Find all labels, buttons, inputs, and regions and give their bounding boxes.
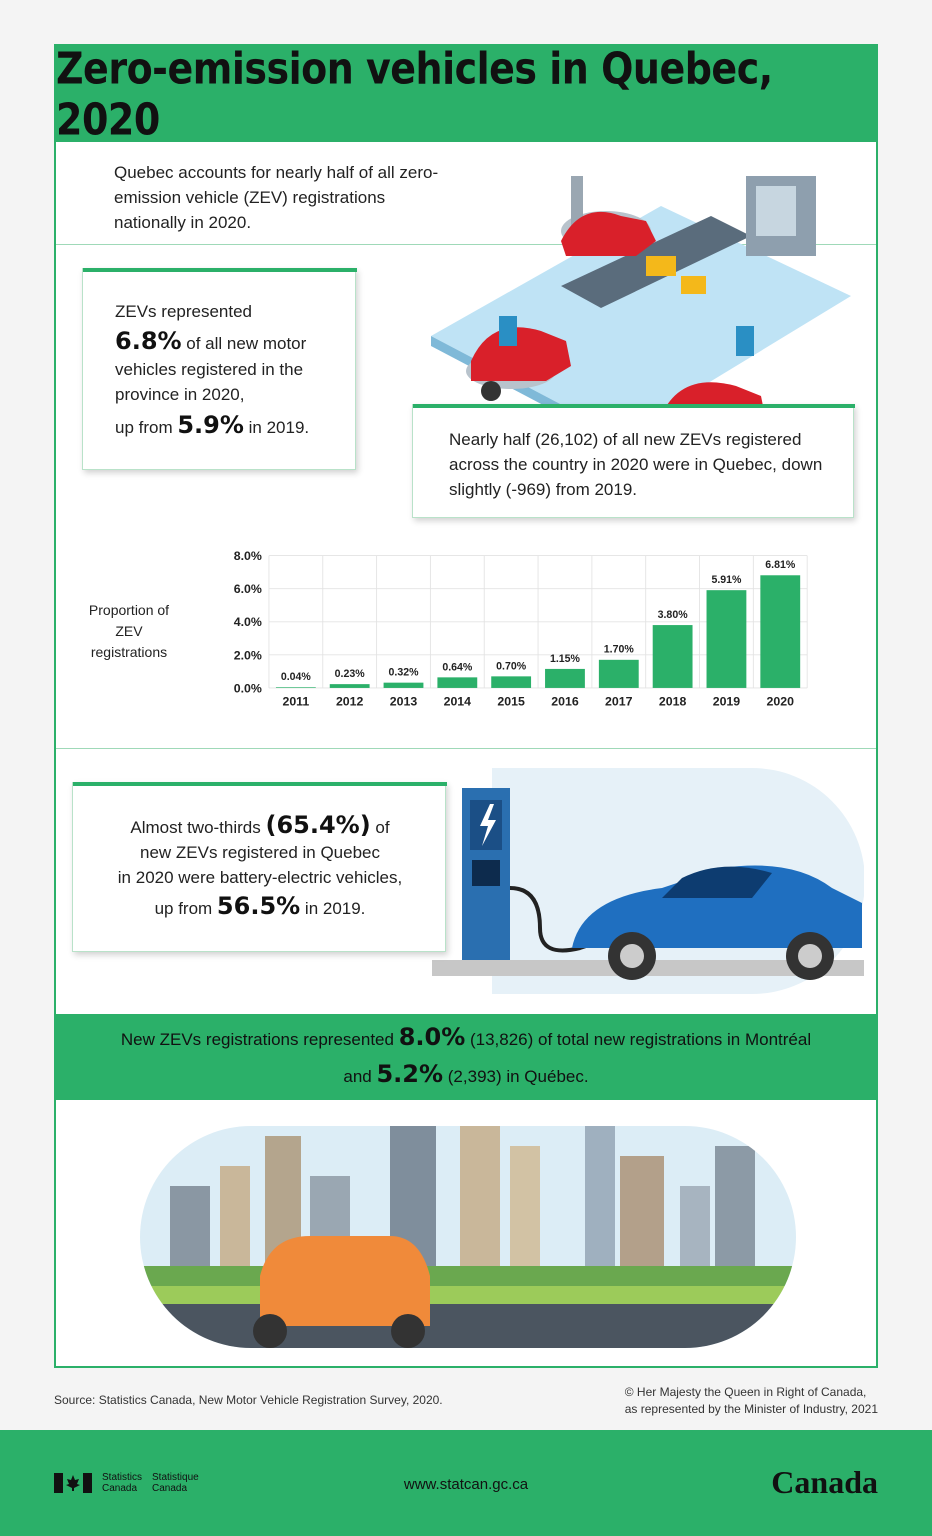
ev-charging-illustration: [432, 768, 864, 994]
y-tick-label: 2.0%: [233, 648, 262, 663]
montreal-quebec-band: [56, 1014, 876, 1100]
y-tick-label: 8.0%: [233, 549, 262, 563]
bar-2013: [384, 683, 424, 688]
card3-a: Almost two-thirds: [130, 818, 266, 837]
canada-wordmark: Canada: [771, 1464, 878, 1500]
band-a: New ZEVs registrations represented: [120, 1030, 399, 1049]
x-tick-label-2016: 2016: [551, 694, 579, 709]
city-skyline-illustration: [140, 1126, 796, 1348]
x-tick-label-2011: 2011: [282, 694, 310, 709]
bar-2017: [599, 660, 639, 688]
value-label-2019: 5.91%: [711, 574, 742, 587]
stat-56-5: 56.5%: [216, 892, 301, 920]
band-d: (2,393) in Québec.: [443, 1067, 589, 1086]
card1-line2-wrap: [115, 329, 355, 356]
band-b: (13,826) of total new registrations in Montréal: [465, 1030, 812, 1049]
card-accent-line: [83, 268, 357, 272]
factory-illustration: [411, 146, 851, 446]
value-label-2017: 1.70%: [603, 643, 634, 656]
stat-5-2: 5.2%: [376, 1060, 444, 1088]
bar-2011: [276, 687, 316, 688]
x-tick-label-2017: 2017: [605, 694, 633, 709]
x-tick-label-2013: 2013: [389, 694, 418, 709]
zev-proportion-bar-chart: [216, 540, 816, 730]
x-tick-label-2019: 2019: [712, 694, 741, 709]
value-label-2016: 1.15%: [549, 652, 580, 665]
bar-2014: [437, 677, 477, 688]
bar-2015: [491, 676, 531, 688]
value-label-2011: 0.04%: [280, 671, 311, 684]
card2-text: Nearly half (26,102) of all new ZEVs registered across the country in 2020 were in Quebec, down slightly (-969) from 2019.: [449, 430, 823, 499]
card3-f: in 2019.: [300, 899, 366, 918]
infographic-frame: [54, 44, 878, 1368]
band-text: [121, 1020, 811, 1094]
copyright-line2: as represented by the Minister of Industry, 2021: [624, 1402, 878, 1416]
footer: [0, 1430, 932, 1536]
card1-line4: province in 2020,: [115, 385, 245, 404]
intro-text: Quebec accounts for nearly half of all zero-emission vehicle (ZEV) registrations nationally in 2020.: [114, 163, 439, 232]
y-tick-label: 4.0%: [233, 615, 262, 630]
card3-line3: in 2020 were battery-electric vehicles,: [117, 868, 403, 887]
y-tick-label: 0.0%: [233, 681, 262, 696]
card-national-half: [412, 404, 854, 518]
card3-e: up from: [154, 899, 217, 918]
value-label-2015: 0.70%: [496, 660, 527, 673]
x-tick-label-2018: 2018: [658, 694, 687, 709]
stat-6-8: 6.8%: [115, 327, 182, 355]
page-title: Zero-emission vehicles in Quebec, 2020: [56, 43, 773, 145]
band-line1: [121, 1020, 811, 1057]
source-note: Source: Statistics Canada, New Motor Vehicle Registration Survey, 2020.: [54, 1393, 443, 1407]
y-tick-label: 6.0%: [233, 582, 262, 597]
value-label-2018: 3.80%: [657, 609, 688, 622]
copyright-line1: © Her Majesty the Queen in Right of Canada,: [624, 1385, 867, 1399]
agency-en2: Canada: [102, 1483, 138, 1494]
x-tick-label-2020: 2020: [766, 694, 794, 709]
agency-en1: Statistics: [102, 1472, 143, 1483]
divider-mid: [56, 748, 876, 749]
card-accent-line: [413, 404, 855, 408]
x-tick-label-2015: 2015: [497, 694, 525, 709]
stat-8-0: 8.0%: [398, 1023, 466, 1051]
card3-line2: new ZEVs registered in Quebec: [139, 843, 380, 862]
band-c: and: [343, 1067, 377, 1086]
stat-65-4: (65.4%): [265, 811, 371, 839]
card-battery-electric: [72, 782, 446, 952]
website-link[interactable]: www.statcan.gc.ca: [403, 1476, 529, 1493]
card3-b: of: [370, 818, 390, 837]
card1-line1: ZEVs represented: [115, 302, 253, 321]
value-label-2014: 0.64%: [442, 661, 473, 674]
card3-line1: [73, 813, 447, 840]
value-label-2012: 0.23%: [334, 668, 365, 681]
card3-text: [73, 813, 447, 921]
bar-2012: [330, 684, 370, 688]
card3-line4: [73, 894, 447, 921]
card1-line5a: up from: [115, 418, 178, 437]
value-label-2020: 6.81%: [765, 559, 796, 572]
card-zev-share: [82, 268, 356, 470]
card-accent-line: [73, 782, 447, 786]
bar-2018: [653, 625, 693, 688]
value-label-2013: 0.32%: [388, 666, 419, 679]
stat-5-9: 5.9%: [177, 411, 244, 439]
agency-fr1: Statistique: [152, 1472, 199, 1483]
bar-2016: [545, 669, 585, 688]
x-tick-label-2012: 2012: [335, 694, 364, 709]
x-tick-label-2014: 2014: [443, 694, 472, 709]
band-line2: [121, 1057, 811, 1094]
agency-fr2: Canada: [152, 1483, 188, 1494]
card1-line2: of all new motor: [181, 334, 307, 353]
bar-2019: [707, 590, 747, 688]
card1-line3: vehicles registered in the: [115, 360, 304, 379]
title-bar: [56, 43, 876, 145]
card1-line5-wrap: [115, 413, 309, 440]
chart-ylabel: Proportion of ZEV registrations: [88, 602, 170, 660]
bar-2020: [760, 575, 800, 688]
card1-line5b: in 2019.: [243, 418, 310, 437]
copyright-note: [625, 1384, 878, 1418]
